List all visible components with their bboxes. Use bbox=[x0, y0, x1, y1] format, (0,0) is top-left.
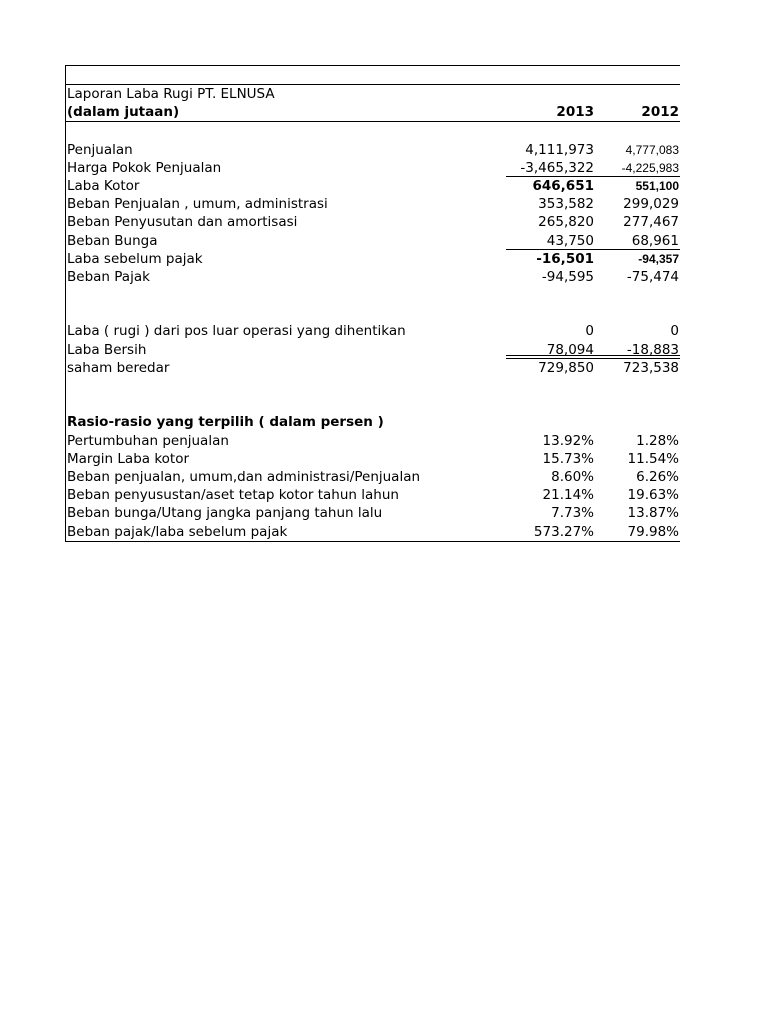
value-2012: -18,883 bbox=[626, 341, 679, 358]
ratio-label: Beban penjualan, umum,dan administrasi/Penjualan bbox=[67, 468, 421, 485]
spacer-row bbox=[66, 286, 680, 304]
value-2013: 4,111,973 bbox=[525, 141, 594, 158]
ratio-label: Pertumbuhan penjualan bbox=[67, 432, 229, 449]
row-label: Laba Kotor bbox=[67, 177, 140, 194]
ratio-label: Beban bunga/Utang jangka panjang tahun lalu bbox=[67, 505, 383, 522]
ratio-value-2013: 8.60% bbox=[551, 468, 594, 485]
report-title: Laporan Laba Rugi PT. ELNUSA bbox=[67, 86, 275, 102]
ratios-heading-row bbox=[66, 413, 680, 431]
row-harga-pokok bbox=[66, 159, 680, 177]
ratio-value-2012: 13.87% bbox=[627, 505, 679, 522]
ratio-label: Margin Laba kotor bbox=[67, 450, 190, 467]
spacer-row bbox=[66, 395, 680, 413]
ratio-row bbox=[66, 468, 680, 486]
row-penjualan bbox=[66, 141, 680, 159]
ratio-row bbox=[66, 486, 680, 504]
spacer-row bbox=[66, 304, 680, 322]
value-2013: -3,465,322 bbox=[520, 159, 594, 176]
ratio-value-2013: 15.73% bbox=[542, 450, 594, 467]
spreadsheet-table bbox=[65, 65, 680, 542]
row-label: Laba sebelum pajak bbox=[67, 250, 203, 267]
row-label: Beban Penyusutan dan amortisasi bbox=[67, 214, 298, 231]
title-row bbox=[66, 85, 680, 103]
value-2013: 646,651 bbox=[532, 177, 594, 194]
value-2013: 0 bbox=[585, 323, 594, 340]
ratio-value-2013: 573.27% bbox=[533, 523, 594, 540]
row-beban-bunga bbox=[66, 232, 680, 250]
row-label: Beban Penjualan , umum, administrasi bbox=[67, 196, 328, 213]
value-2012: 68,961 bbox=[631, 232, 679, 249]
unit-label: (dalam jutaan) bbox=[67, 104, 180, 121]
value-2012: -94,357 bbox=[638, 251, 679, 266]
value-2012: 551,100 bbox=[635, 178, 679, 193]
row-laba-sebelum-pajak bbox=[66, 250, 680, 268]
ratio-row bbox=[66, 450, 680, 468]
row-laba-rugi-luar-operasi bbox=[66, 322, 680, 340]
ratio-value-2012: 11.54% bbox=[627, 450, 679, 467]
value-2013: 353,582 bbox=[538, 196, 594, 213]
value-2013: -16,501 bbox=[536, 250, 594, 267]
value-2012: 277,467 bbox=[623, 214, 679, 231]
value-2012: 723,538 bbox=[623, 359, 679, 376]
value-2013: 729,850 bbox=[538, 359, 594, 376]
ratio-value-2013: 7.73% bbox=[551, 505, 594, 522]
ratio-value-2013: 13.92% bbox=[542, 432, 594, 449]
spacer-row bbox=[66, 122, 680, 140]
row-beban-penyusutan bbox=[66, 213, 680, 231]
value-2012: -75,474 bbox=[626, 268, 679, 285]
ratio-value-2012: 79.98% bbox=[627, 523, 679, 540]
ratio-value-2012: 6.26% bbox=[636, 468, 679, 485]
row-saham-beredar bbox=[66, 359, 680, 377]
ratios-heading: Rasio-rasio yang terpilih ( dalam persen ) bbox=[67, 414, 384, 431]
value-2013: 78,094 bbox=[546, 341, 594, 358]
row-label: saham beredar bbox=[67, 359, 170, 376]
column-header-row bbox=[66, 103, 680, 122]
row-label: Beban Pajak bbox=[67, 268, 150, 285]
value-2012: 4,777,083 bbox=[625, 142, 679, 157]
ratio-value-2012: 1.28% bbox=[636, 432, 679, 449]
ratio-row bbox=[66, 504, 680, 522]
blank-header-row bbox=[66, 66, 680, 85]
row-laba-kotor bbox=[66, 177, 680, 195]
row-beban-pajak bbox=[66, 268, 680, 286]
ratio-row bbox=[66, 523, 680, 542]
row-label: Laba ( rugi ) dari pos luar operasi yang dihentikan bbox=[67, 323, 406, 340]
value-2013: 43,750 bbox=[546, 232, 594, 249]
year-2012-header: 2012 bbox=[641, 104, 679, 121]
year-2013-header: 2013 bbox=[556, 104, 594, 121]
ratio-label: Beban pajak/laba sebelum pajak bbox=[67, 523, 288, 540]
value-2012: -4,225,983 bbox=[621, 160, 679, 175]
ratio-label: Beban penyusustan/aset tetap kotor tahun lahun bbox=[67, 487, 399, 504]
row-label: Harga Pokok Penjualan bbox=[67, 159, 222, 176]
row-laba-bersih bbox=[66, 341, 680, 359]
value-2012: 299,029 bbox=[623, 196, 679, 213]
value-2013: 265,820 bbox=[538, 214, 594, 231]
row-label: Laba Bersih bbox=[67, 341, 147, 358]
ratio-value-2013: 21.14% bbox=[542, 487, 594, 504]
row-label: Beban Bunga bbox=[67, 232, 158, 249]
value-2013: -94,595 bbox=[541, 268, 594, 285]
row-beban-penjualan bbox=[66, 195, 680, 213]
ratio-row bbox=[66, 432, 680, 450]
spacer-row bbox=[66, 377, 680, 395]
row-label: Penjualan bbox=[67, 141, 133, 158]
ratio-value-2012: 19.63% bbox=[627, 487, 679, 504]
value-2012: 0 bbox=[670, 323, 679, 340]
